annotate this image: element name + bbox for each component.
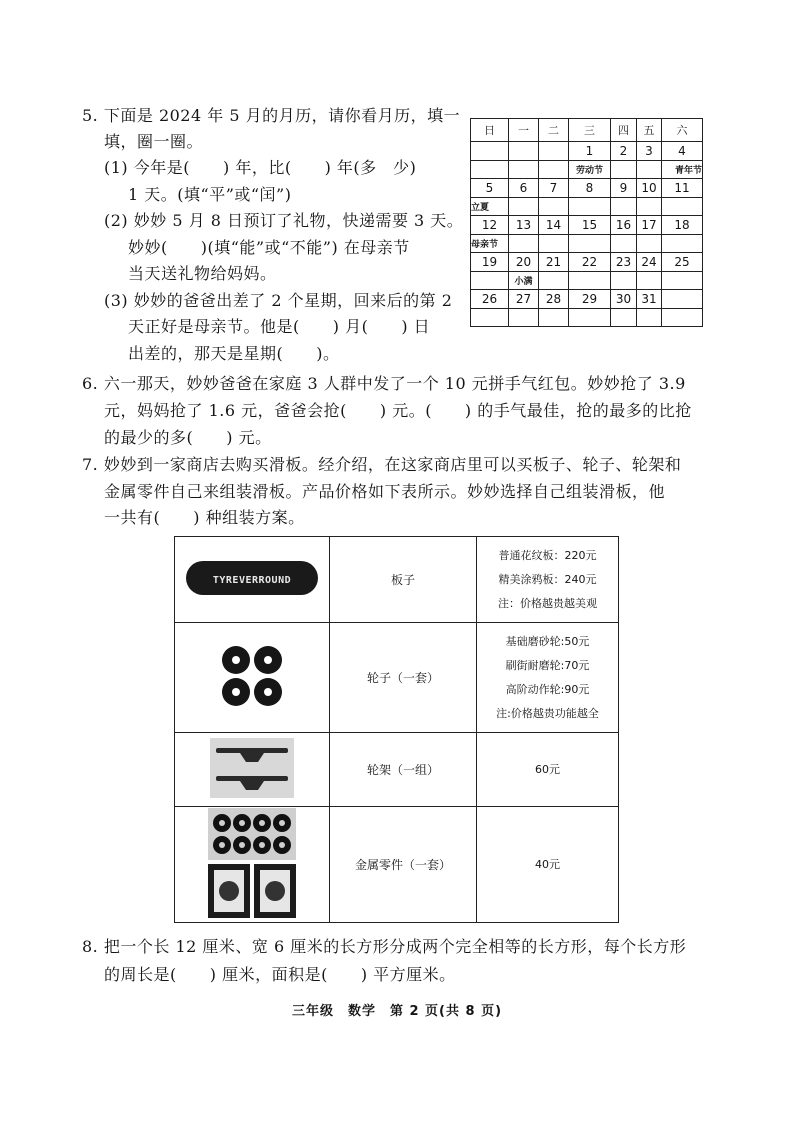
q5-line-4: 1 天。(填“平”或“闰”) — [128, 185, 292, 204]
calendar-note — [637, 309, 662, 327]
calendar-day: 6 — [509, 179, 539, 198]
calendar-note — [662, 198, 703, 216]
q5-line-6: 妙妙( )(填“能”或“不能”) 在母亲节 — [128, 238, 410, 257]
part-name-hardware: 金属零件（一套） — [330, 807, 477, 923]
calendar-note — [569, 309, 611, 327]
calendar-day: 19 — [471, 253, 509, 272]
calendar-day-row — [471, 179, 703, 198]
calendar-day: 31 — [637, 290, 662, 309]
price-option: 刷街耐磨轮:70元 — [505, 658, 590, 672]
weekday-header: 六 — [662, 119, 703, 142]
q5-line-5: (2) 妙妙 5 月 8 日预订了礼物，快递需要 3 天。 — [104, 211, 464, 230]
hardware-image-cell — [175, 807, 330, 923]
calendar-note-row — [471, 309, 703, 327]
table-row-wheels — [175, 623, 619, 733]
skateboard-parts-price-table — [174, 536, 619, 923]
calendar-day: 3 — [637, 142, 662, 161]
q6-line-3: 的最少的多( ) 元。 — [104, 428, 272, 447]
calendar-note — [539, 198, 569, 216]
price-option: 高阶动作轮:90元 — [505, 682, 590, 696]
weekday-header: 四 — [611, 119, 637, 142]
calendar-day: 21 — [539, 253, 569, 272]
price-cell-deck — [477, 537, 619, 623]
weekday-header: 二 — [539, 119, 569, 142]
calendar-day: 10 — [637, 179, 662, 198]
q6-line-2: 元，妈妈抢了 1.6 元，爸爸会抢( ) 元。( ) 的手气最佳，抢的最多的比抢 — [104, 401, 692, 420]
calendar-day: 4 — [662, 142, 703, 161]
calendar-note-xiaoman: 小满 — [509, 272, 539, 290]
calendar-note-labor-day: 劳动节 — [569, 161, 611, 179]
wheels-image-cell — [175, 623, 330, 733]
q5-line-2: 填，圈一圈。 — [104, 132, 204, 151]
q5-line-10: 出差的，那天是星期( )。 — [128, 344, 340, 363]
calendar-day: 26 — [471, 290, 509, 309]
q5-line-9: 天正好是母亲节。他是( ) 月( ) 日 — [128, 317, 431, 336]
calendar-note — [509, 309, 539, 327]
calendar-day: 22 — [569, 253, 611, 272]
calendar-day: 11 — [662, 179, 703, 198]
price-note: 注:价格越贵功能越全 — [496, 706, 599, 720]
deck-graphic-text: TYREVERROUND — [212, 574, 292, 586]
calendar-note-row — [471, 235, 703, 253]
price-cell-trucks — [477, 733, 619, 807]
calendar-note — [509, 198, 539, 216]
calendar-note — [662, 235, 703, 253]
calendar-header-row — [471, 119, 703, 142]
calendar-day: 18 — [662, 216, 703, 235]
calendar-day: 1 — [569, 142, 611, 161]
table-row-hardware — [175, 807, 619, 923]
calendar-day: 25 — [662, 253, 703, 272]
q7-line-1: 7. 妙妙到一家商店去购买滑板。经介绍，在这家商店里可以买板子、轮子、轮架和 — [82, 455, 682, 474]
skateboard-deck-image — [185, 560, 319, 596]
calendar-note — [539, 309, 569, 327]
calendar-day: 29 — [569, 290, 611, 309]
calendar-day: 27 — [509, 290, 539, 309]
calendar-day: 9 — [611, 179, 637, 198]
calendar-note — [611, 161, 637, 179]
calendar-day: 8 — [569, 179, 611, 198]
calendar-note — [637, 272, 662, 290]
q7-line-3: 一共有( ) 种组装方案。 — [104, 508, 305, 527]
price-cell-wheels — [477, 623, 619, 733]
calendar-day — [662, 290, 703, 309]
q5-line-3: (1) 今年是( ) 年，比( ) 年(多 少) — [104, 158, 417, 177]
calendar-day: 24 — [637, 253, 662, 272]
q7-line-2: 金属零件自己来组装滑板。产品价格如下表所示。妙妙选择自己组装滑板，他 — [104, 482, 666, 501]
calendar-day: 13 — [509, 216, 539, 235]
price-option: 60元 — [535, 762, 560, 776]
calendar-day: 15 — [569, 216, 611, 235]
calendar-note-mothers-day: 母亲节 — [471, 235, 509, 253]
calendar-day: 7 — [539, 179, 569, 198]
calendar-note — [569, 235, 611, 253]
calendar-day: 28 — [539, 290, 569, 309]
price-option: 精美涂鸦板：240元 — [498, 572, 597, 586]
trucks-image-cell — [175, 733, 330, 807]
weekday-header: 三 — [569, 119, 611, 142]
weekday-header: 五 — [637, 119, 662, 142]
calendar-note — [611, 272, 637, 290]
calendar-note-lixia: 立夏 — [471, 198, 509, 216]
price-option: 40元 — [535, 857, 560, 871]
calendar-note — [637, 161, 662, 179]
calendar-day: 12 — [471, 216, 509, 235]
calendar-day-row — [471, 142, 703, 161]
calendar-note-row — [471, 198, 703, 216]
q6-line-1: 6. 六一那天，妙妙爸爸在家庭 3 人群中发了一个 10 元拼手气红包。妙妙抢了 3.9 — [82, 374, 686, 393]
calendar-day-row — [471, 290, 703, 309]
calendar-note — [662, 272, 703, 290]
table-row-deck — [175, 537, 619, 623]
q5-line-7: 当天送礼物给妈妈。 — [128, 264, 277, 283]
q8-line-2: 的周长是( ) 厘米，面积是( ) 平方厘米。 — [104, 965, 456, 984]
wheels-image — [220, 644, 284, 708]
trucks-image — [210, 738, 294, 798]
q5-line-8: (3) 妙妙的爸爸出差了 2 个星期，回来后的第 2 — [104, 291, 453, 310]
calendar-day — [509, 142, 539, 161]
calendar-note — [539, 235, 569, 253]
calendar-note — [471, 309, 509, 327]
calendar-note — [611, 309, 637, 327]
table-row-trucks — [175, 733, 619, 807]
calendar-note — [611, 198, 637, 216]
calendar-day: 20 — [509, 253, 539, 272]
calendar-day: 30 — [611, 290, 637, 309]
calendar-note — [662, 309, 703, 327]
q5-line-1: 5. 下面是 2024 年 5 月的月历，请你看月历，填一 — [82, 106, 461, 125]
part-name-deck: 板子 — [330, 537, 477, 623]
calendar-note — [471, 161, 509, 179]
calendar-day — [539, 142, 569, 161]
calendar-day — [471, 142, 509, 161]
calendar-day: 16 — [611, 216, 637, 235]
price-note: 注：价格越贵越美观 — [498, 596, 597, 610]
calendar-note — [569, 198, 611, 216]
calendar-note — [539, 272, 569, 290]
price-cell-hardware — [477, 807, 619, 923]
weekday-header: 日 — [471, 119, 509, 142]
q8-line-1: 8. 把一个长 12 厘米、宽 6 厘米的长方形分成两个完全相等的长方形，每个长方形 — [82, 937, 687, 956]
calendar-day-row — [471, 216, 703, 235]
calendar-note-youth-day: 青年节 — [662, 161, 703, 179]
calendar-note — [569, 272, 611, 290]
part-name-wheels: 轮子（一套） — [330, 623, 477, 733]
calendar-note — [509, 161, 539, 179]
calendar-note — [611, 235, 637, 253]
price-option: 基础磨砂轮:50元 — [505, 634, 590, 648]
calendar-day-row — [471, 253, 703, 272]
hardware-image — [208, 808, 296, 918]
calendar-note — [637, 235, 662, 253]
may-2024-calendar — [470, 118, 703, 327]
calendar-day: 2 — [611, 142, 637, 161]
calendar-day: 23 — [611, 253, 637, 272]
calendar-note-row — [471, 272, 703, 290]
calendar-note — [637, 198, 662, 216]
price-option: 普通花纹板：220元 — [498, 548, 597, 562]
calendar-day: 14 — [539, 216, 569, 235]
page-footer: 三年级 数学 第 2 页(共 8 页) — [291, 1004, 503, 1019]
calendar-note — [471, 272, 509, 290]
calendar-note — [509, 235, 539, 253]
calendar-day: 17 — [637, 216, 662, 235]
calendar-day: 5 — [471, 179, 509, 198]
calendar-note — [539, 161, 569, 179]
weekday-header: 一 — [509, 119, 539, 142]
calendar-note-row — [471, 161, 703, 179]
part-name-trucks: 轮架（一组） — [330, 733, 477, 807]
deck-image-cell — [175, 537, 330, 623]
